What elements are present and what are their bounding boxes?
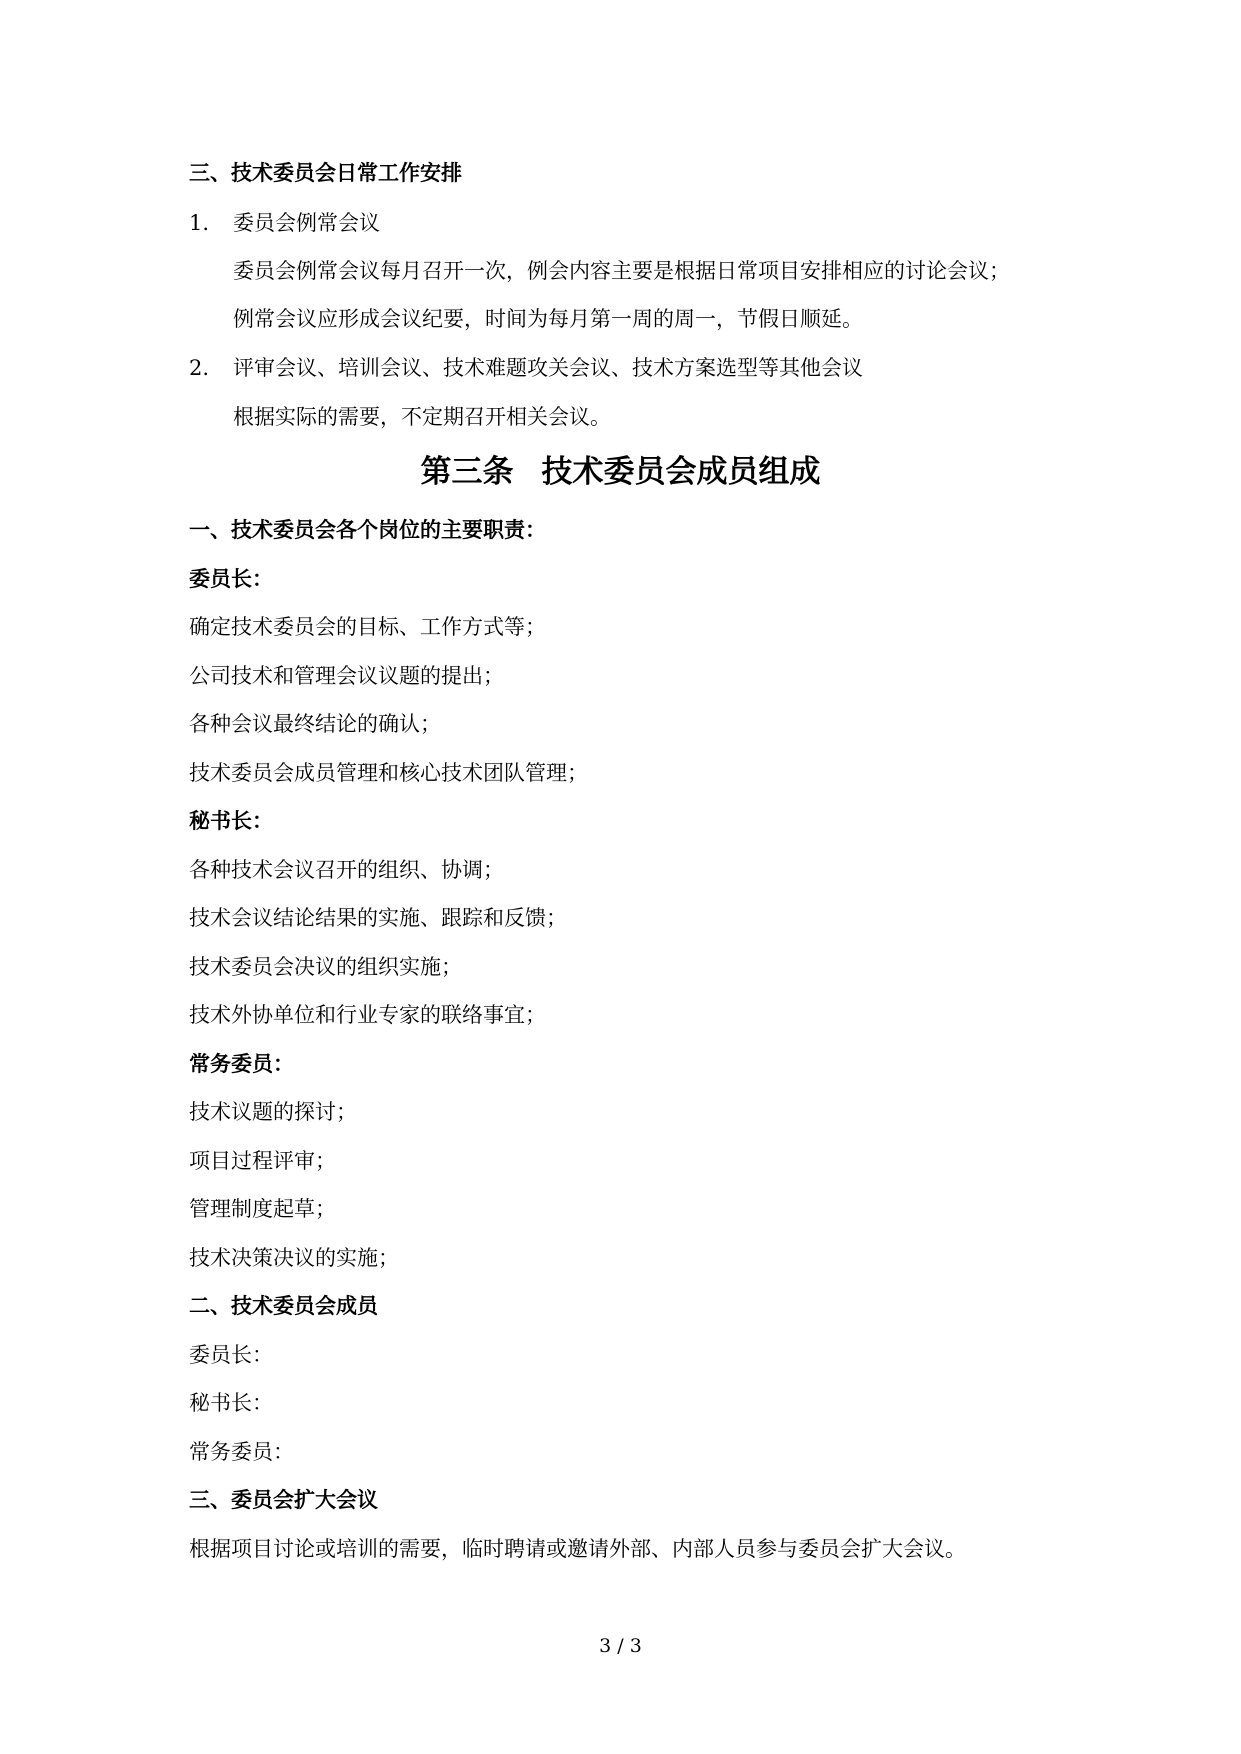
role-title: 秘书长： — [189, 808, 273, 833]
duty-line: 技术委员会决议的组织实施； — [189, 955, 462, 979]
role-title: 委员长： — [189, 566, 273, 591]
section-heading: 三、委员会扩大会议 — [189, 1487, 378, 1512]
section-heading: 一、技术委员会各个岗位的主要职责： — [189, 517, 546, 542]
role-title: 常务委员： — [189, 1051, 294, 1076]
duty-line: 公司技术和管理会议议题的提出； — [189, 664, 504, 688]
duty-line: 确定技术委员会的目标、工作方式等； — [189, 615, 546, 639]
duty-line: 各种技术会议召开的组织、协调； — [189, 858, 504, 882]
paragraph-line: 根据实际的需要，不定期召开相关会议。 — [233, 405, 611, 429]
list-item-title: 评审会议、培训会议、技术难题攻关会议、技术方案选型等其他会议 — [233, 356, 863, 380]
list-number: 2. — [189, 356, 210, 380]
paragraph-line: 根据项目讨论或培训的需要，临时聘请或邀请外部、内部人员参与委员会扩大会议。 — [189, 1537, 966, 1561]
section-heading: 二、技术委员会成员 — [189, 1293, 378, 1318]
duty-line: 技术外协单位和行业专家的联络事宜； — [189, 1003, 546, 1027]
duty-line: 技术议题的探讨； — [189, 1100, 357, 1124]
duty-line: 各种会议最终结论的确认； — [189, 712, 441, 736]
article-heading — [0, 452, 1241, 492]
paragraph-line: 例常会议应形成会议纪要，时间为每月第一周的周一，节假日顺延。 — [233, 307, 863, 331]
member-line: 常务委员： — [189, 1440, 294, 1464]
article-number: 第三条 — [420, 454, 514, 490]
duty-line: 项目过程评审； — [189, 1149, 336, 1173]
list-item-title: 委员会例常会议 — [233, 211, 380, 235]
member-line: 委员长： — [189, 1343, 273, 1367]
list-number: 1. — [189, 211, 210, 235]
paragraph-line: 委员会例常会议每月召开一次，例会内容主要是根据日常项目安排相应的讨论会议； — [233, 259, 1010, 283]
duty-line: 管理制度起草； — [189, 1197, 336, 1221]
duty-line: 技术委员会成员管理和核心技术团队管理； — [189, 761, 588, 785]
article-title: 技术委员会成员组成 — [541, 454, 821, 490]
section-heading: 三、技术委员会日常工作安排 — [189, 160, 462, 185]
duty-line: 技术会议结论结果的实施、跟踪和反馈； — [189, 906, 567, 930]
member-line: 秘书长： — [189, 1391, 273, 1415]
duty-line: 技术决策决议的实施； — [189, 1246, 399, 1270]
page-number: 3 / 3 — [599, 1635, 642, 1657]
